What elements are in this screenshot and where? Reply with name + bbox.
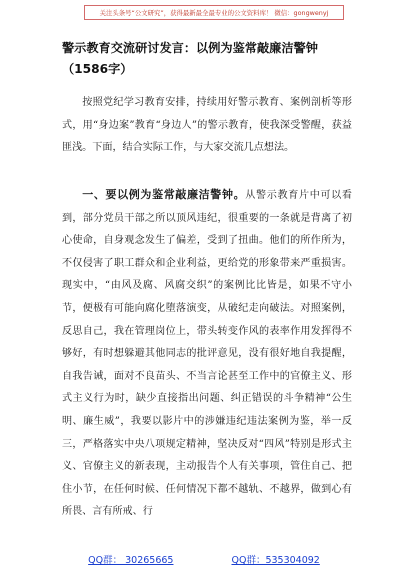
footer (0, 552, 408, 566)
section-1-body: 从警示教育片中可以看到，部分党员干部之所以顶风违纪，很重要的一条就是背离了初心使命，自身观念发生了偏差，受到了扭曲。他们的所作所为，不仅侵害了职工群众和企业利益，更给党的形象带来严重损害。现实中，“由风及腐、风腐交织”的案例比比皆是，如果不守小节，便极有可能向腐化堕落演变，从破纪走向破法。对照案例，反思自己，我在管理岗位上，带头转变作风的表率作用发挥得不够好，有时想躲避其他同志的批评意见，没有很好地自我提醒，自我告诫，面对不良苗头、不当言论甚至工作中的官僚主义、形式主义行为时，缺少直接指出问题、纠正错误的斗争精神“公生明、廉生威”，我要以影片中的涉嫌违纪违法案例为鉴，举一反三，严格落实中央八项规定精神，坚决反对“四风”特别是形式主义、官僚主义的新表现，主动报告个人有关事项，管住自己、把住小节，在任何时候、任何情况下都不越轨、不越界，做到心有所畏、言有所戒、行 (62, 190, 353, 518)
intro-paragraph: 按照党纪学习教育安排，持续用好警示教育、案例剖析等形式，用“身边案”教育“身边人”的警示教育，使我深受警醒，获益匪浅。下面，结合实际工作，与大家交流几点想法。 (62, 97, 352, 154)
section-1-paragraph (62, 184, 352, 524)
qq-group-link-1[interactable]: QQ群： 30265665 (88, 555, 174, 566)
qq-group-link-2[interactable]: QQ群：535304092 (231, 555, 320, 566)
section-1-heading: 一、要以例为鉴常敲廉洁警钟。 (82, 188, 246, 201)
page-title: 警示教育交流研讨发言：以例为鉴常敲廉洁警钟（1586字） (62, 41, 318, 76)
promo-banner: 关注头条号“公文研究”，获得最新最全最专业的公文资料库！ 微信：gongwenyj (84, 5, 344, 20)
